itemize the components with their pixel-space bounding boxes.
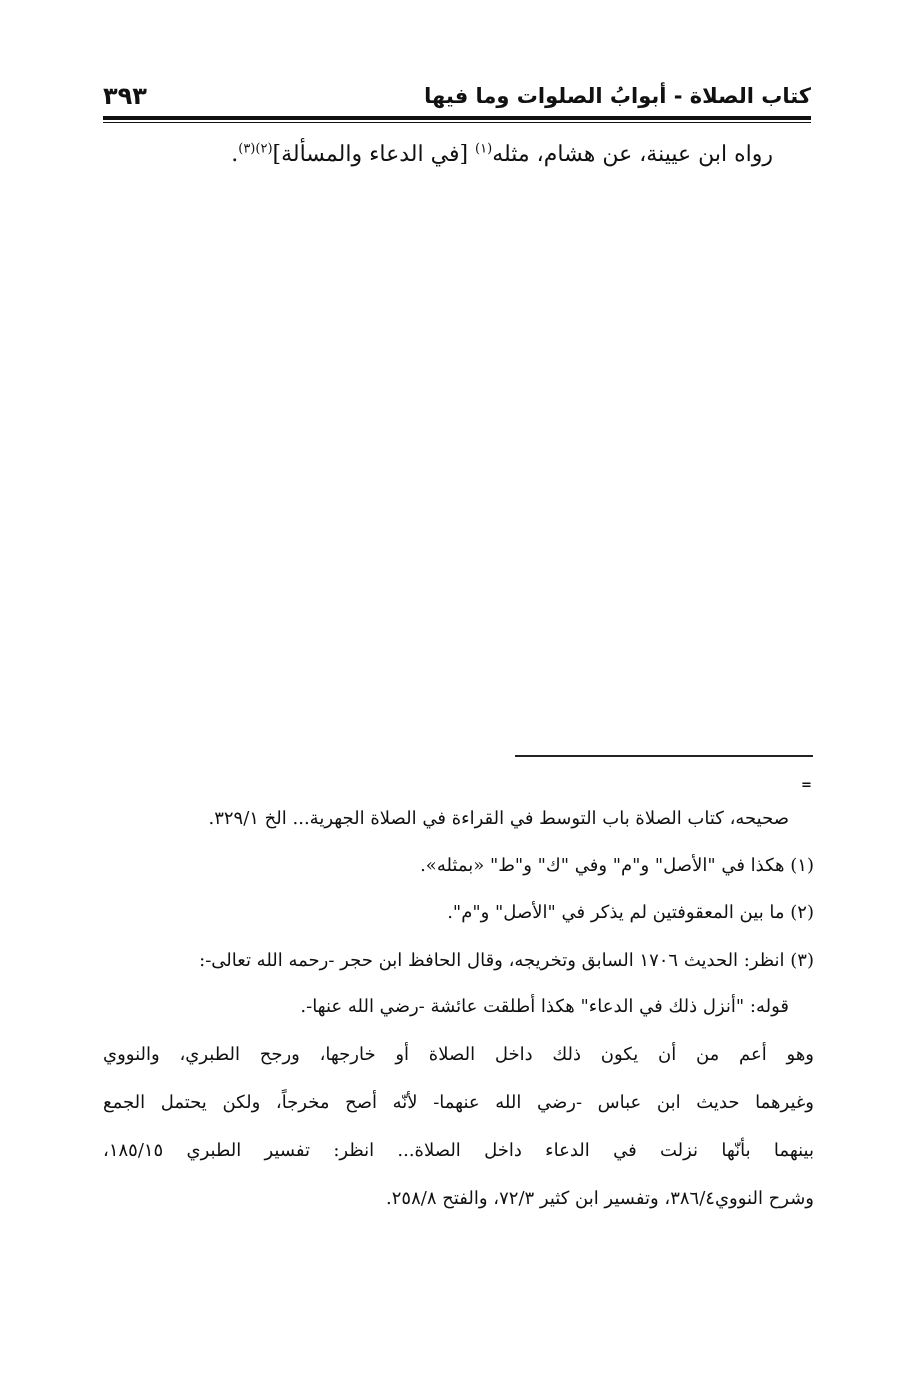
continuation-mark: = — [801, 778, 812, 793]
footnote-3-line-5: بينهما بأنّها نزلت في الدعاء داخل الصلاة... انظر: تفسير الطبري ١٨٥/١٥، — [103, 1140, 814, 1161]
footnote-3-line-2: قوله: "أنزل ذلك في الدعاء" هكذا أطلقت عائشة -رضي الله عنها-. — [300, 996, 789, 1017]
footnote-2: (٢) ما بين المعقوفتين لم يذكر في "الأصل" و"م". — [447, 902, 814, 923]
footnote-3-line-3: وهو أعم من أن يكون ذلك داخل الصلاة أو خارجها، ورجح الطبري، والنووي — [103, 1044, 814, 1065]
running-title: كتاب الصلاة - أبوابُ الصلوات وما فيها — [424, 84, 811, 108]
body-main-text: رواه ابن عيينة، عن هشام، مثله — [492, 142, 773, 167]
page-header — [103, 82, 811, 116]
body-text — [231, 142, 773, 167]
footnote-3-line-6: وشرح النووي٣٨٦/٤، وتفسير ابن كثير ٧٢/٣، والفتح ٢٥٨/٨. — [386, 1188, 814, 1209]
footnote-ref-2: (٢) — [255, 141, 273, 157]
footnote-3-line-1: (٣) انظر: الحديث ١٧٠٦ السابق وتخريجه، وقال الحافظ ابن حجر -رحمه الله تعالى-: — [199, 950, 814, 971]
footnote-separator — [515, 755, 813, 757]
footnote-continuation: صحيحه، كتاب الصلاة باب التوسط في القراءة في الصلاة الجهرية... الخ ٣٢٩/١. — [208, 808, 789, 829]
page-number: ٣٩٣ — [103, 82, 147, 110]
footnote-3-line-4: وغيرهما حديث ابن عباس -رضي الله عنهما- لأنّه أصح مخرجاً، ولكن يحتمل الجمع — [103, 1092, 814, 1113]
bracketed-text: [في الدعاء والمسألة] — [272, 142, 476, 167]
footnote-1: (١) هكذا في "الأصل" و"م" وفي "ك" و"ط" «بمثله». — [420, 855, 814, 876]
header-rule-thin — [103, 122, 811, 123]
footnote-ref-3: (٣) — [238, 141, 256, 157]
header-rule-thick — [103, 116, 811, 120]
sentence-end: . — [231, 142, 239, 167]
footnote-ref-1: (١) — [475, 141, 493, 157]
